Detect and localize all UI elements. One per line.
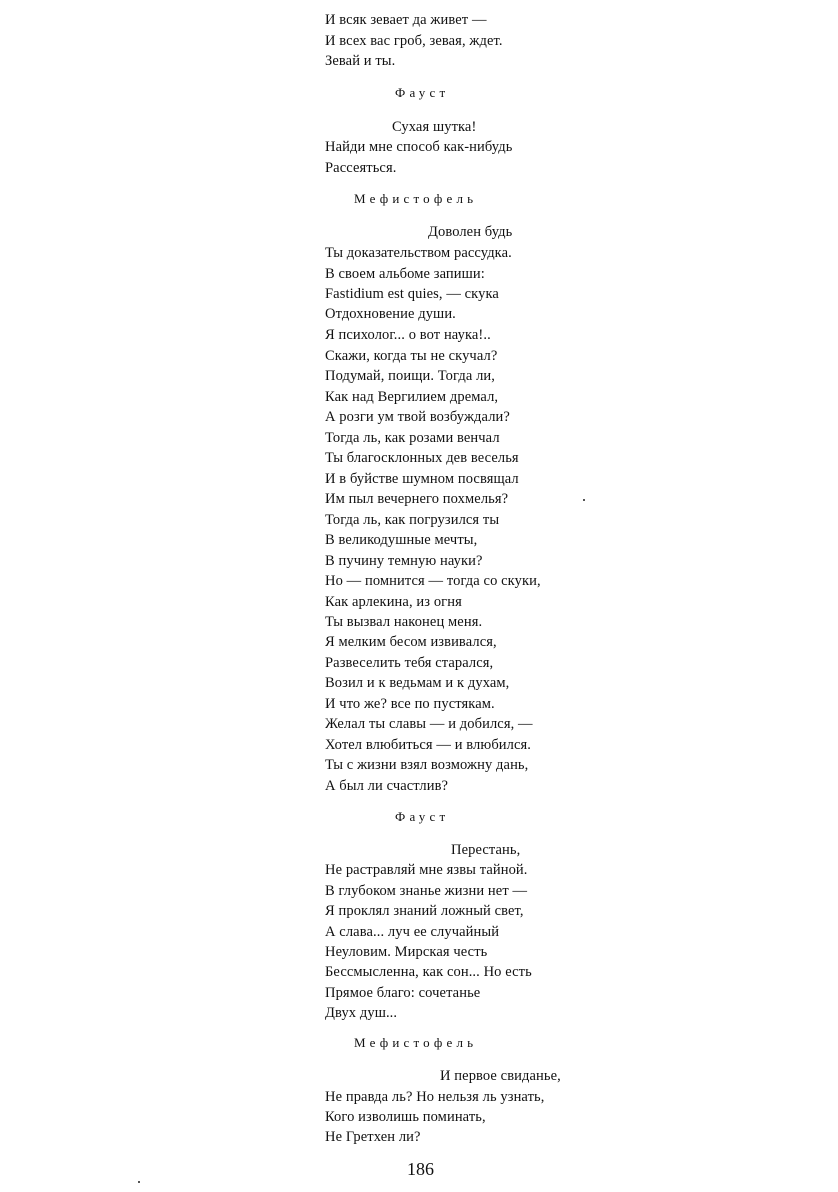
verse-line: Возил и к ведьмам и к духам, (325, 675, 510, 691)
verse-line: Хотел влюбиться — и влюбился. (325, 737, 532, 753)
verse-line: И всяк зевает да живет — (325, 12, 487, 28)
verse-line: Двух душ... (325, 1005, 398, 1021)
verse-line: Ты благосклонных дев веселья (325, 450, 519, 466)
verse-line: Зевай и ты. (325, 53, 396, 69)
verse-line: А розги ум твой возбуждали? (325, 409, 510, 425)
verse-line: Ты доказательством рассудка. (325, 245, 512, 261)
verse-line: Неуловим. Мирская честь (325, 944, 488, 960)
speaker-name: Фауст (395, 809, 450, 824)
verse-line: Я проклял знаний ложный свет, (325, 903, 524, 919)
speaker-name: Мефистофель (354, 191, 478, 206)
verse-line: Кого изволишь поминать, (325, 1109, 486, 1125)
verse-line: И всех вас гроб, зевая, ждет. (325, 33, 503, 49)
verse-line: А был ли счастлив? (325, 778, 449, 794)
verse-line: Не растравляй мне язвы тайной. (325, 862, 528, 878)
verse-line: В пучину темную науки? (325, 553, 483, 569)
verse-line: Ты вызвал наконец меня. (325, 614, 483, 630)
verse-line: В великодушные мечты, (325, 532, 478, 548)
verse-line: Рассеяться. (325, 160, 397, 176)
verse-line: В глубоком знанье жизни нет — (325, 883, 528, 899)
verse-line: Я психолог... о вот наука!.. (325, 327, 491, 343)
speaker-name: Мефистофель (354, 1035, 478, 1050)
verse-line: Подумай, поищи. Тогда ли, (325, 368, 496, 384)
verse-line: Им пыл вечернего похмелья? (325, 491, 509, 507)
verse-line: Найди мне способ как-нибудь (325, 139, 513, 155)
print-speck (583, 499, 585, 501)
verse-line: Отдохновение души. (325, 306, 456, 322)
verse-line: Желал ты славы — и добился, — (325, 716, 533, 732)
verse-line: Как над Вергилием дремал, (325, 389, 499, 405)
verse-line: Как арлекина, из огня (325, 594, 462, 610)
verse-line: Сухая шутка! (392, 119, 477, 135)
verse-line: И что же? все по пустякам. (325, 696, 495, 712)
verse-line: Скажи, когда ты не скучал? (325, 348, 498, 364)
speaker-name: Фауст (395, 85, 450, 100)
verse-line: Но — помнится — тогда со скуки, (325, 573, 541, 589)
verse-line: Я мелким бесом извивался, (325, 634, 497, 650)
verse-line: Бессмысленна, как сон... Но есть (325, 964, 532, 980)
verse-line: Fastidium est quies, — скука (325, 286, 499, 302)
verse-line: Доволен будь (428, 224, 513, 240)
verse-line: Не Гретхен ли? (325, 1129, 421, 1145)
verse-line: И в буйстве шумном посвящал (325, 471, 519, 487)
verse-line: Тогда ль, как розами венчал (325, 430, 500, 446)
verse-line: И первое свиданье, (440, 1068, 561, 1084)
verse-line: А слава... луч ее случайный (325, 924, 500, 940)
verse-line: Тогда ль, как погрузился ты (325, 512, 500, 528)
verse-line: Не правда ль? Но нельзя ль узнать, (325, 1089, 545, 1105)
verse-line: Прямое благо: сочетанье (325, 985, 481, 1001)
verse-line: Перестань, (451, 842, 521, 858)
page-number: 186 (407, 1159, 434, 1179)
verse-line: Развеселить тебя старался, (325, 655, 494, 671)
verse-line: Ты с жизни взял возможну дань, (325, 757, 529, 773)
verse-line: В своем альбоме запиши: (325, 266, 485, 282)
print-speck (138, 1181, 140, 1183)
